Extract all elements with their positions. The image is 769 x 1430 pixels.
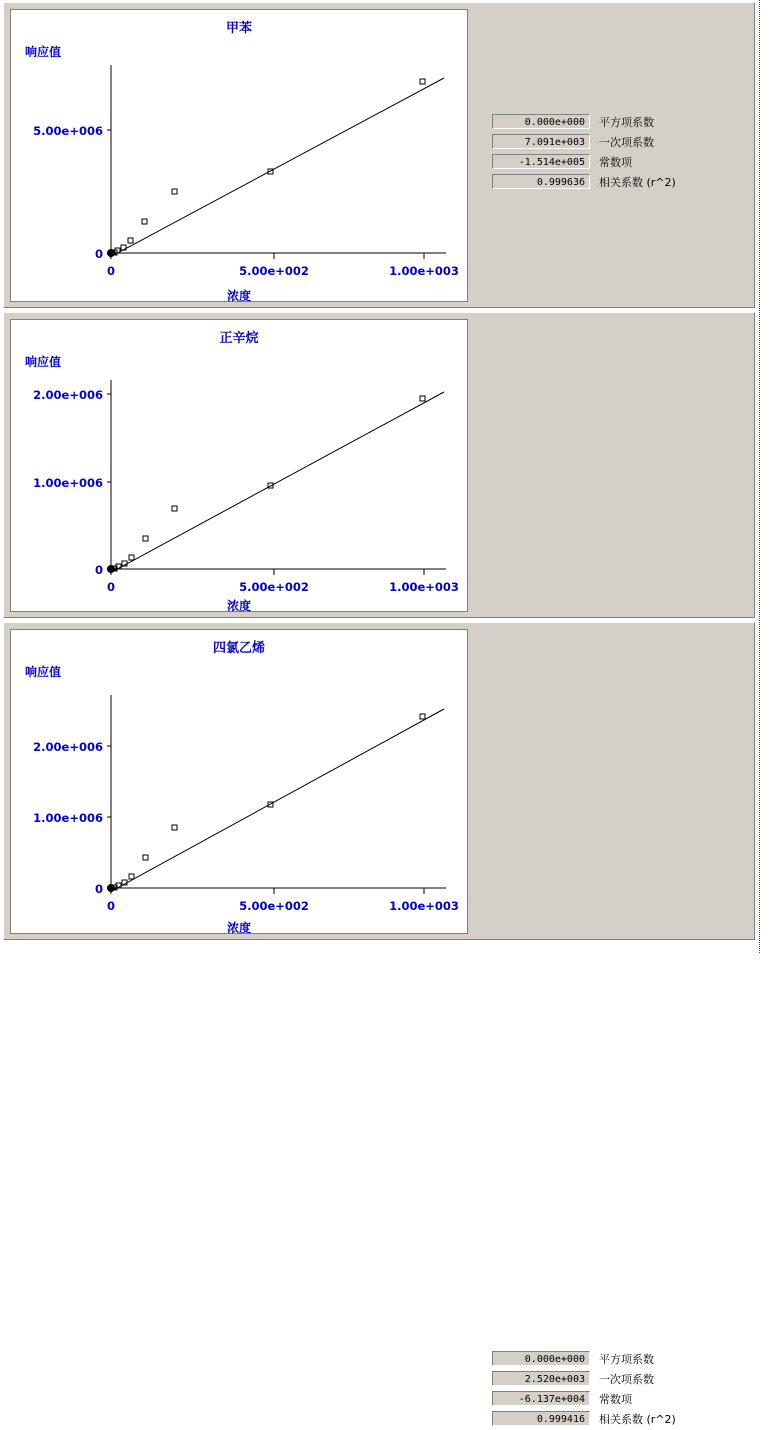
svg-text:0: 0 — [106, 264, 116, 278]
svg-text:2.00e+006: 2.00e+006 — [33, 740, 103, 754]
svg-text:0: 0 — [94, 247, 103, 261]
chart-title-1: 正辛烷 — [219, 331, 259, 346]
linear-coefficient-value[interactable]: 7.091e+003 — [492, 134, 590, 149]
chart-ylabel-0: 响应值 — [25, 45, 62, 59]
chart-plot-area-2 — [10, 629, 468, 934]
linear-coefficient-label: 一次项系数 — [599, 135, 654, 149]
quadratic-coefficient-label: 平方项系数 — [599, 1352, 654, 1366]
calibration-panel-octane — [3, 312, 755, 618]
chart-xlabel-2: 浓度 — [226, 921, 251, 935]
chart-ylabel-2: 响应值 — [25, 665, 62, 679]
coefficient-row — [492, 1410, 742, 1427]
svg-text:0: 0 — [94, 563, 103, 577]
coefficient-row — [492, 133, 742, 150]
calibration-panel-toluene — [3, 2, 755, 308]
svg-text:1.00e+003: 1.00e+003 — [389, 580, 459, 594]
chart-svg-1 — [11, 320, 467, 611]
constant-term-value[interactable]: -6.137e+004 — [492, 1391, 590, 1406]
correlation-coefficient-label: 相关系数 (r^2) — [599, 1412, 676, 1426]
chart-ylabel-1: 响应值 — [25, 355, 62, 369]
coefficient-row — [492, 1390, 742, 1407]
chart-xlabel-1: 浓度 — [226, 599, 251, 613]
svg-text:1.00e+003: 1.00e+003 — [389, 264, 459, 278]
svg-text:5.00e+002: 5.00e+002 — [239, 580, 309, 594]
chart-title-0: 甲苯 — [225, 21, 252, 36]
svg-text:0: 0 — [106, 899, 116, 913]
chart-plot-area-1 — [10, 319, 468, 612]
linear-coefficient-label: 一次项系数 — [599, 1372, 654, 1386]
svg-text:2.00e+006: 2.00e+006 — [33, 388, 103, 402]
coefficient-row — [492, 1370, 742, 1387]
constant-term-value[interactable]: -1.514e+005 — [492, 154, 590, 169]
chart-xlabel-0: 浓度 — [226, 289, 251, 303]
calibration-panel-tetrachloroethylene — [3, 622, 755, 1426]
svg-text:5.00e+006: 5.00e+006 — [33, 124, 103, 138]
constant-term-label: 常数项 — [599, 1392, 632, 1406]
coefficient-table-0 — [492, 113, 742, 193]
coefficient-row — [492, 1350, 742, 1367]
quadratic-coefficient-value[interactable]: 0.000e+000 — [492, 1351, 590, 1366]
linear-coefficient-value[interactable]: 2.520e+003 — [492, 1371, 590, 1386]
chart-plot-area-0 — [10, 9, 468, 302]
coefficient-row — [492, 173, 742, 190]
coefficient-row — [492, 153, 742, 170]
svg-text:1.00e+003: 1.00e+003 — [389, 899, 459, 913]
coefficient-row — [492, 113, 742, 130]
svg-text:1.00e+006: 1.00e+006 — [33, 476, 103, 490]
constant-term-label: 常数项 — [599, 155, 632, 169]
svg-text:1.00e+006: 1.00e+006 — [33, 811, 103, 825]
svg-text:5.00e+002: 5.00e+002 — [239, 899, 309, 913]
svg-text:0: 0 — [94, 882, 103, 896]
svg-text:0: 0 — [106, 580, 116, 594]
correlation-coefficient-value[interactable]: 0.999416 — [492, 1411, 590, 1426]
correlation-coefficient-value[interactable]: 0.999636 — [492, 174, 590, 189]
page-right-margin — [759, 0, 769, 953]
quadratic-coefficient-label: 平方项系数 — [599, 115, 654, 129]
chart-svg-2 — [11, 630, 467, 933]
chart-title-2: 四氯乙烯 — [212, 641, 265, 656]
chart-svg-0 — [11, 10, 467, 301]
coefficient-table-2 — [492, 1350, 742, 1430]
correlation-coefficient-label: 相关系数 (r^2) — [599, 175, 676, 189]
svg-text:5.00e+002: 5.00e+002 — [239, 264, 309, 278]
quadratic-coefficient-value[interactable]: 0.000e+000 — [492, 114, 590, 129]
